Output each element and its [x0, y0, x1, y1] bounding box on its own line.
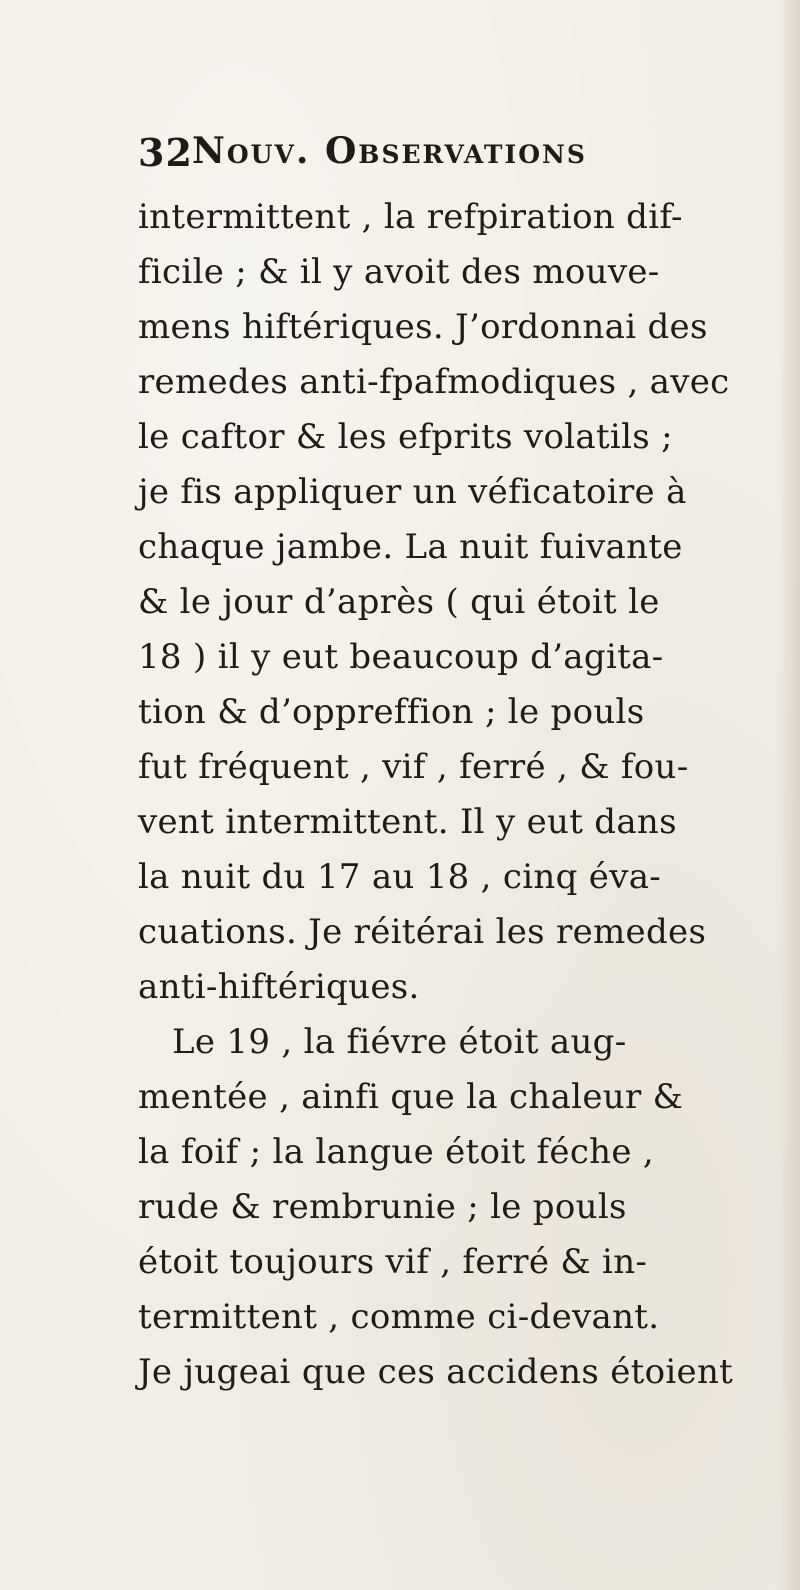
page-edge-shadow [778, 0, 800, 1590]
paragraph-start-line: Le 19 , la fiévre étoit aug- [172, 1022, 627, 1062]
text-line: le caftor & les efprits volatils ; [138, 417, 673, 457]
text-line: intermittent , la refpiration dif- [138, 197, 683, 237]
page-header [138, 130, 698, 182]
text-line: termittent , comme ci-devant. [138, 1297, 660, 1337]
text-line: & le jour d’après ( qui étoit le [138, 582, 660, 622]
text-line: je fis appliquer un véficatoire à [138, 472, 687, 512]
text-line: chaque jambe. La nuit fuivante [138, 527, 683, 567]
text-line: Je jugeai que ces accidens étoient [138, 1352, 734, 1392]
running-head: Nouv. Observations [192, 130, 587, 172]
page-number: 32 [138, 130, 193, 175]
text-line: mentée , ainfi que la chaleur & [138, 1077, 684, 1117]
text-line: la nuit du 17 au 18 , cinq éva- [138, 857, 662, 897]
text-line: rude & rembrunie ; le pouls [138, 1187, 627, 1227]
text-line: ficile ; & il y avoit des mouve- [138, 252, 660, 292]
text-line: tion & d’oppreffion ; le pouls [138, 692, 645, 732]
text-line: cuations. Je réitérai les remedes [138, 912, 707, 952]
body-text [138, 190, 778, 1400]
text-line: la foif ; la langue étoit féche , [138, 1132, 654, 1172]
text-line: remedes anti-fpafmodiques , avec [138, 362, 730, 402]
text-line: 18 ) il y eut beaucoup d’agita- [138, 637, 664, 677]
text-line: vent intermittent. Il y eut dans [138, 802, 677, 842]
text-line: anti-hiftériques. [138, 967, 420, 1007]
text-line: étoit toujours vif , ferré & in- [138, 1242, 648, 1282]
text-line: mens hiftériques. J’ordonnai des [138, 307, 708, 347]
text-line: fut fréquent , vif , ferré , & fou- [138, 747, 689, 787]
